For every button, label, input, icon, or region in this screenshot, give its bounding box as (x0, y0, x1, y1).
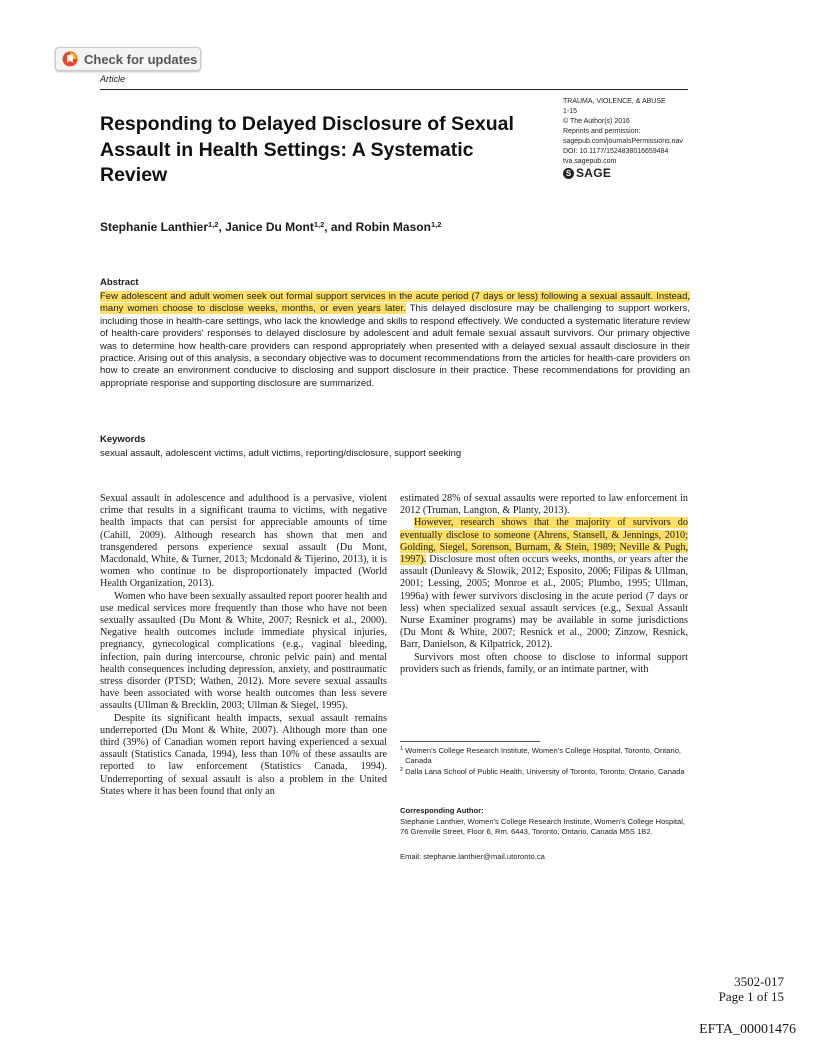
body-paragraph: estimated 28% of sexual assaults were reported to law enforcement in 2012 (Truman, Langton, & Planty, 2013). (400, 493, 688, 517)
abstract-heading: Abstract (100, 277, 139, 288)
author-separator: , (218, 220, 226, 234)
reprints-label: Reprints and permission: (563, 128, 641, 135)
footnote-text: Dalla Lana School of Public Health, University of Toronto, Toronto, Ontario, Canada (405, 767, 685, 777)
article-title: Responding to Delayed Disclosure of Sexual Assault in Health Settings: A Systematic Review (100, 113, 514, 186)
corresponding-author-heading: Corresponding Author: (400, 806, 484, 815)
document-code: 3502-017 (734, 974, 784, 989)
footnote-number: 1 (400, 746, 404, 752)
body-left-column (100, 493, 387, 798)
keywords-heading: Keywords (100, 434, 146, 445)
corresponding-author-email[interactable]: Email: stephanie.lanthier@mail.utoronto.ca (400, 852, 545, 861)
body-paragraph: Women who have been sexually assaulted report poorer health and use medical services more frequently than those who have not been sexually assaulted (Du Mont & White, 2007; Resnick et al., 2000). Negative health outcomes include immediate physical injuries, pregnancy, gynecological complications (e.g., vaginal bleeding, infection, pain during intercourse, chronic pelvic pain) and mental health consequences including depression, anxiety, and posttraumatic stress disorder (PTSD; Wathen, 2012). More severe sexual assaults have been associated with worse health outcomes than less severe assaults (Ullman & Brecklin, 2003; Ullman & Siegel, 1995). (100, 590, 387, 712)
journal-pages: 1-15 (563, 108, 578, 115)
bates-number: EFTA_00001476 (699, 1022, 796, 1037)
body-paragraph: Survivors most often choose to disclose to informal support providers such as friends, family, or an intimate partner, with (400, 651, 688, 675)
footnote (400, 746, 688, 766)
header-rule (100, 89, 688, 90)
corresponding-author-address: Stephanie Lanthier, Women's College Research Institute, Women's College Hospital, 76 Grenville Street, Floor 6, Rm. 6443, Toronto, Ontario, Canada M5S 1B2. (400, 817, 686, 837)
author-list (100, 220, 441, 234)
sage-logo-text: SAGE (576, 166, 612, 180)
body-text: Disclosure most often occurs weeks, months, or years after the assault (Dunleavy & Slowik, 2012; Esposito, 2006; Filipas & Ullman, 2001; Lessing, 2005; Monroe et al., 2005; Plumbo, 1995; Ullman, 1996a) with fewer survivors disclosing in the acute period (7 days or less) when specialized sexual assault services (e.g., Sexual Assault Nurse Examiner programs) may be available in some jurisdictions (Du Mont & White, 2007; Resnick et al., 2000; Zinzow, Resnick, Barr, Danielson, & Kilpatrick, 2012). (400, 554, 688, 651)
journal-name: TRAUMA, VIOLENCE, & ABUSE (563, 98, 666, 105)
abstract-text: This delayed disclosure may be challenging to support workers, including those in health-care settings, who lack the knowledge and skills to respond effectively. We conducted a systematic literature review of health-care providers' responses to delayed disclosure by adolescent and adult female sexual assault survivors. Our primary objective was to determine how health-care providers can respond appropriately when presented with a delayed sexual assault disclosure in their practice. Arising out of this analysis, a secondary objective was to document recommendations from the articles for health-care providers on how to create an environment conducive to disclosing and support disclosure in their practice. These recommendations for providing an appropriate response and supporting disclosure are summarized. (100, 303, 690, 389)
author-name: Stephanie Lanthier (100, 220, 209, 234)
doi[interactable]: DOI: 10.1177/1524838016659484 (563, 148, 669, 155)
body-paragraph: Despite its significant health impacts, sexual assault remains underreported (Du Mont & White, 2007). Although more than one third (39%) of Canadian women report having experienced a sexual assault (Statistics Canada, 1994), less than 10% of these assaults are reported to law enforcement (Statistics Canada, 1994). Underreporting of sexual assault is also a problem in the United States where it has been found that only an (100, 712, 387, 797)
author-affiliation: 1,2 (208, 220, 219, 229)
affiliation-footnotes (400, 746, 688, 779)
sage-logo (563, 166, 611, 180)
journal-info (563, 97, 693, 167)
journal-url[interactable]: tva.sagepub.com (563, 158, 617, 165)
body-highlight: However, research shows that the majority of survivors do eventually disclose to someone (Ahrens, Stansell, & Jennings, 2010; Golding, Siegel, Sorenson, Burnam, & Stein, 1989; Neville & Pugh, 1997). (400, 517, 688, 566)
footnote-rule (400, 741, 540, 742)
body-paragraph: Sexual assault in adolescence and adulthood is a pervasive, violent crime that results in a significant trauma to victims, with negative health impacts that can persist for appreciable amounts of time (Cahill, 2009). Although research has shown that men and transgendered persons experience sexual assault (Du Mont, Macdonald, White, & Turner, 2013; Mcdonald & Tijerino, 2013), it is women who continue to be disproportionately impacted (World Health Organization, 2013). (100, 493, 387, 590)
author-separator: , and (324, 220, 356, 234)
permissions-link[interactable]: sagepub.com/journalsPermissions.nav (563, 138, 683, 145)
abstract-highlight: Few adolescent and adult women seek out formal support services in the acute period (7 days or less) following a sexual assault. Instead, many women choose to disclose weeks, months, or even years later. (100, 291, 690, 315)
author-name: Janice Du Mont (225, 220, 314, 234)
author-name: Robin Mason (355, 220, 431, 234)
author-affiliation: 1,2 (313, 220, 325, 229)
crossmark-icon (62, 51, 78, 67)
footnote (400, 767, 688, 777)
keywords-list: sexual assault, adolescent victims, adult victims, reporting/disclosure, support seeking (100, 448, 462, 459)
footnote-text: Women's College Research Institute, Women's College Hospital, Toronto, Ontario, Canada (405, 746, 682, 766)
page-number: Page 1 of 15 (718, 989, 784, 1004)
sage-s-icon: S (563, 168, 574, 179)
check-for-updates-button[interactable] (55, 47, 201, 71)
author-affiliation: 1,2 (430, 220, 442, 229)
footnote-number: 2 (400, 767, 404, 774)
copyright: © The Author(s) 2016 (563, 118, 630, 125)
abstract-body (100, 291, 690, 390)
article-type-label: Article (100, 74, 126, 84)
check-for-updates-label: Check for updates (84, 51, 198, 67)
body-paragraph (400, 517, 688, 651)
body-right-column (400, 493, 688, 676)
